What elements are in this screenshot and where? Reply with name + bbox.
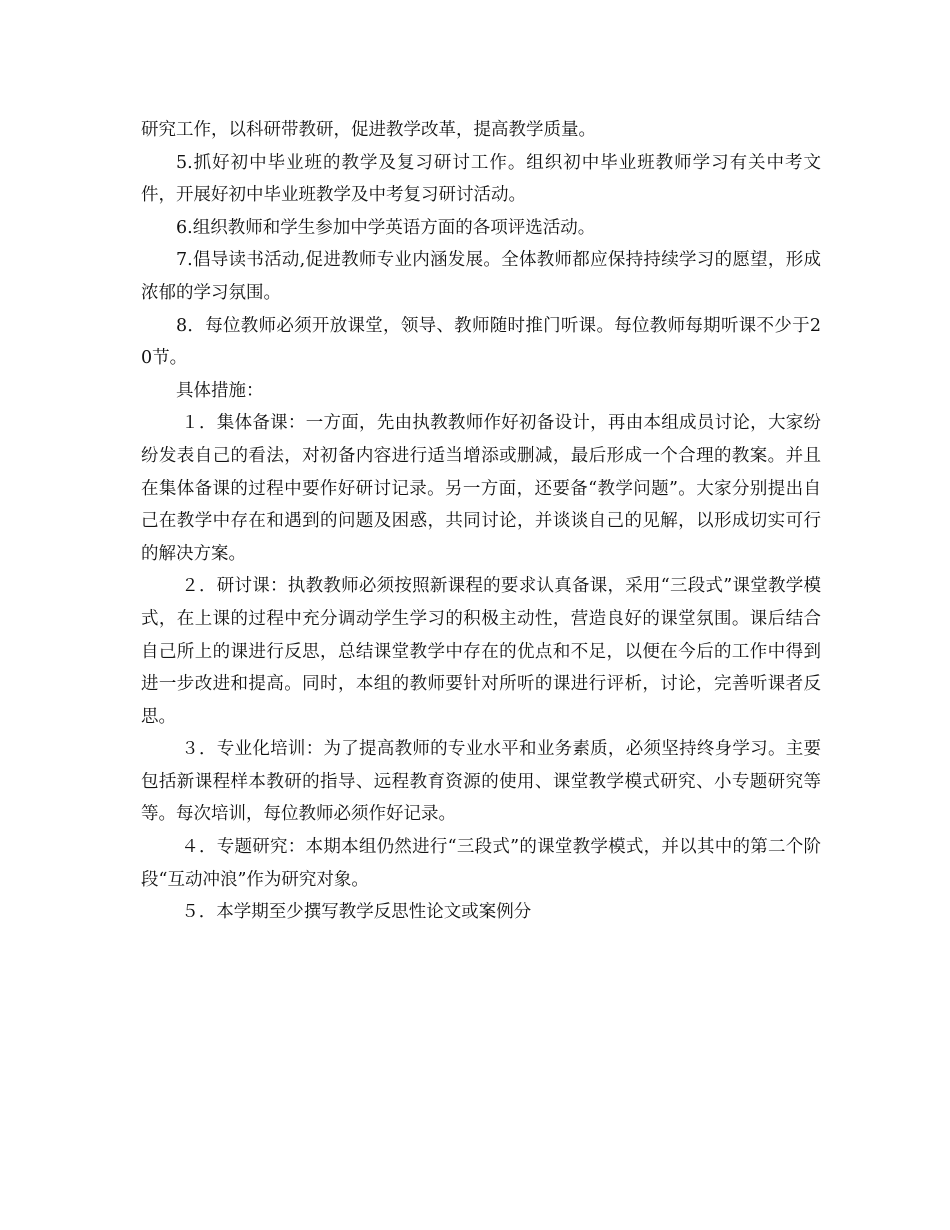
- paragraph-measure-4-topic-research: ４．专题研究：本期本组仍然进行“三段式”的课堂教学模式，并以其中的第二个阶段“互动冲浪”作为研究对象。: [141, 837, 821, 890]
- paragraph-measure-5-reflection-paper: ５．本学期至少撰写教学反思性论文或案例分: [181, 902, 532, 923]
- paragraph-measure-2-seminar-class: ２．研讨课：执教教师必须按照新课程的要求认真备课，采用“三段式”课堂教学模式，在上课的过程中充分调动学生学习的积极主动性，营造良好的课堂氛围。课后结合自己所上的课进行反思，总结课堂教学中存在的优点和不足，以便在今后的工作中得到进一步改进和提高。同时，本组的教师要针对所听的课进行评析，讨论，完善听课者反思。: [141, 576, 821, 727]
- paragraph-measure-3-training: ３．专业化培训：为了提高教师的专业水平和业务素质，必须坚持终身学习。主要包括新课程样本教研的指导、远程教育资源的使用、课堂教学模式研究、小专题研究等等。每次培训，每位教师必须作好记录。: [141, 739, 821, 825]
- section-heading-measures: 具体措施：: [176, 380, 264, 401]
- paragraph-item-6-english-activities: 6.组织教师和学生参加中学英语方面的各项评选活动。: [176, 217, 596, 238]
- paragraph-measure-1-lesson-prep: １．集体备课：一方面，先由执教教师作好初备设计，再由本组成员讨论，大家纷纷发表自己的看法，对初备内容进行适当增添或删减，最后形成一个合理的教案。并且在集体备课的过程中要作好研讨记录。另一方面，还要备“教学问题”。大家分别提出自己在教学中存在和遇到的问题及困惑，共同讨论，并谈谈自己的见解，以形成切实可行的解决方案。: [141, 413, 821, 564]
- paragraph-item-8-open-class: 8．每位教师必须开放课堂，领导、教师随时推门听课。每位教师每期听课不少于20节。: [141, 315, 821, 369]
- document-body: [141, 114, 821, 929]
- paragraph-item-7-reading: 7.倡导读书活动,促进教师专业内涵发展。全体教师都应保持持续学习的愿望，形成浓郁的学习氛围。: [141, 250, 821, 303]
- paragraph-item-5-graduating-class: 5.抓好初中毕业班的教学及复习研讨工作。组织初中毕业班教师学习有关中考文件，开展好初中毕业班教学及中考复习研讨活动。: [141, 152, 821, 206]
- paragraph-research-work: 研究工作，以科研带教研，促进教学改革，提高教学质量。: [141, 120, 596, 140]
